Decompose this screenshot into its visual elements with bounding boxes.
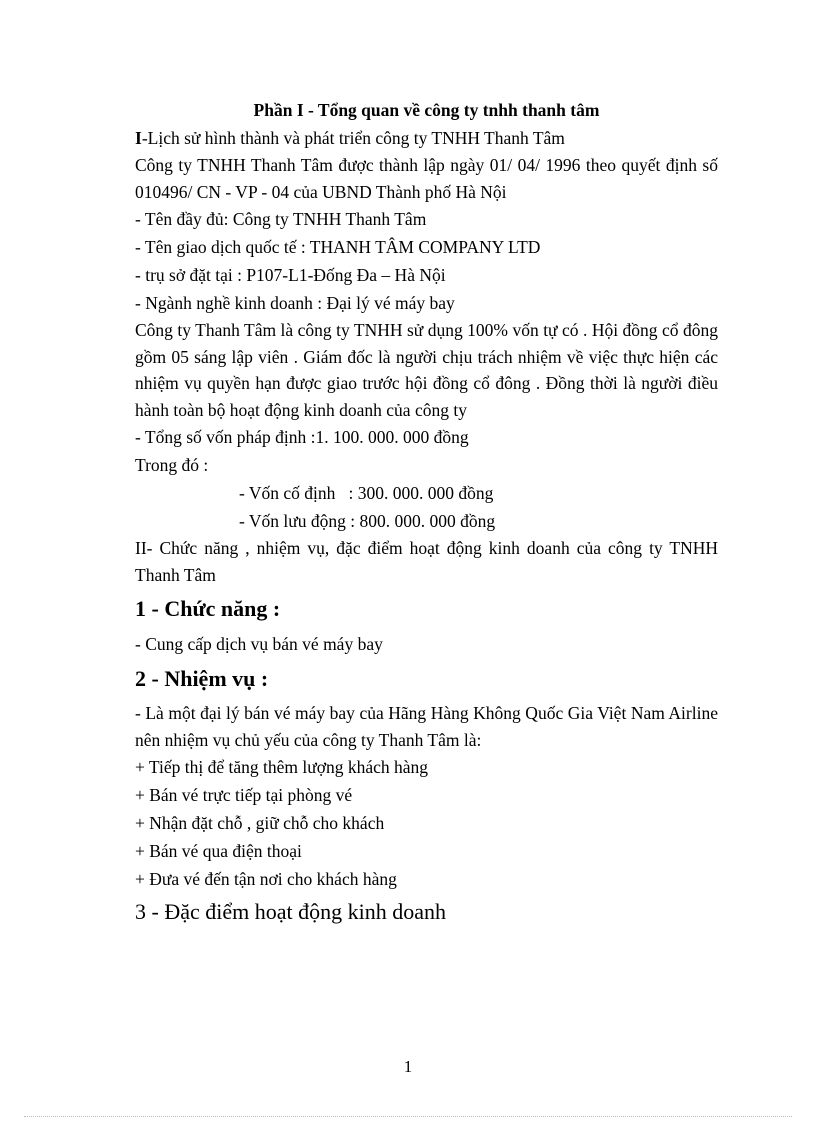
company-description: Công ty Thanh Tâm là công ty TNHH sử dụng 100% vốn tự có . Hội đồng cổ đông gồm 05 sáng lập viên . Giám đốc là người chịu trách nhiệm về việc thực hiện các nhiệm vụ quyền hạn được giao trước hội đồng cổ đông . Đồng thời là người điều hành toàn bộ hoạt động kinh doanh của công ty	[135, 320, 718, 420]
duties-heading: 2 - Nhiệm vụ :	[135, 666, 269, 691]
capital-fixed: - Vốn cố định : 300. 000. 000 đồng	[239, 483, 494, 503]
info-trade-name: - Tên giao dịch quốc tế : THANH TÂM COMPANY LTD	[135, 237, 541, 257]
page-title: Phần I - Tổng quan về công ty tnhh thanh tâm	[253, 100, 600, 120]
page-content	[135, 96, 718, 927]
section1-heading-text: -Lịch sử hình thành và phát triển công ty TNHH Thanh Tâm	[141, 128, 565, 148]
duty-item-3: + Nhận đặt chỗ , giữ chỗ cho khách	[135, 813, 385, 833]
capital-label: Trong đó :	[135, 455, 209, 475]
function-heading: 1 - Chức năng :	[135, 596, 281, 621]
page-number: 1	[403, 1057, 413, 1076]
duty-item-1: + Tiếp thị để tăng thêm lượng khách hàng	[135, 757, 429, 777]
capital-total: - Tổng số vốn pháp định :1. 100. 000. 000 đồng	[135, 427, 469, 447]
info-business-line: - Ngành nghề kinh doanh : Đại lý vé máy bay	[135, 293, 455, 313]
function-item: - Cung cấp dịch vụ bán vé máy bay	[135, 634, 383, 654]
duties-intro: - Là một đại lý bán vé máy bay của Hãng Hàng Không Quốc Gia Việt Nam Airline nên nhiệm vụ chủ yếu của công ty Thanh Tâm là:	[135, 703, 718, 750]
info-full-name: - Tên đầy đủ: Công ty TNHH Thanh Tâm	[135, 209, 427, 229]
business-characteristics-heading: 3 - Đặc điểm hoạt động kinh doanh	[135, 899, 446, 924]
capital-working: - Vốn lưu động : 800. 000. 000 đồng	[239, 511, 496, 531]
info-headquarters: - trụ sở đặt tại : P107-L1-Đống Đa – Hà Nội	[135, 265, 446, 285]
section2-heading: II- Chức năng , nhiệm vụ, đặc điểm hoạt động kinh doanh của công ty TNHH Thanh Tâm	[135, 538, 718, 585]
section1-heading	[135, 124, 718, 152]
company-intro: Công ty TNHH Thanh Tâm được thành lập ngày 01/ 04/ 1996 theo quyết định số 010496/ CN - VP - 04 của UBND Thành phố Hà Nội	[135, 155, 718, 202]
duty-item-2: + Bán vé trực tiếp tại phòng vé	[135, 785, 353, 805]
duty-item-5: + Đưa vé đến tận nơi cho khách hàng	[135, 869, 397, 889]
page-footer-divider	[24, 1116, 792, 1117]
section1-heading-prefix: I	[135, 128, 142, 148]
duty-item-4: + Bán vé qua điện thoại	[135, 841, 302, 861]
